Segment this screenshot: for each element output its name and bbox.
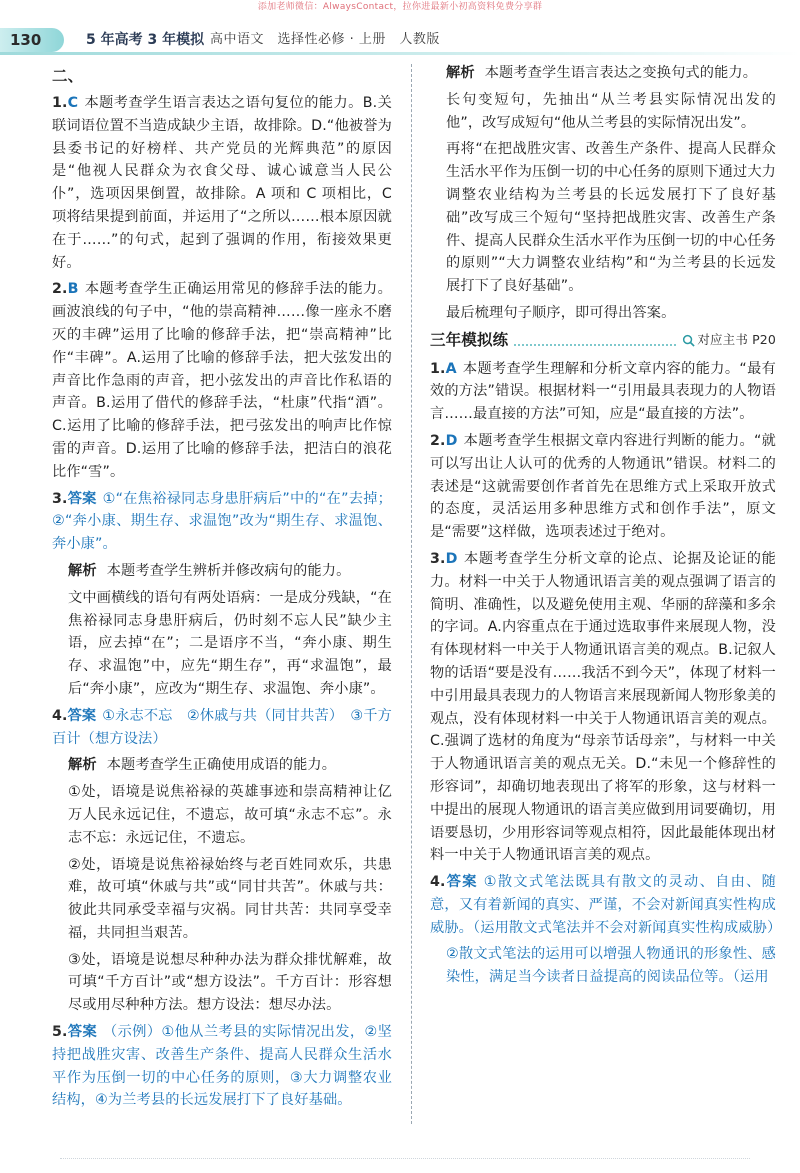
question-number: 4. — [52, 707, 68, 724]
header-rule — [0, 52, 800, 55]
analysis-label: 解析 — [446, 65, 475, 81]
book-brand: 5 年高考 3 年模拟 — [86, 32, 205, 48]
left-q4-analysis — [52, 754, 392, 777]
question-number: 2. — [52, 281, 68, 298]
answer-label: 答案 — [67, 707, 97, 724]
left-q4-paragraph-2: ②处，语境是说焦裕禄始终与老百姓同欢乐，共患难，故可填“休戚与共”或“同甘共苦”。休戚与共：彼此共同承受幸福与灾祸。同甘共苦：共同享受幸福，共同担当艰苦。 — [68, 856, 392, 941]
left-q4-paragraph-1: ①处，语境是说焦裕禄的英雄事迹和崇高精神让亿万人民永远记住，不遗忘，故可填“永志不忘”。永志不忘：永远记住，不遗忘。 — [68, 784, 392, 846]
left-column — [52, 62, 392, 1116]
left-q3-paragraph: 文中画横线的语句有两处语病：一是成分残缺，“在焦裕禄同志身患肝病后，仍时刻不忘人民”缺少主语，应去掉“在”；二是语序不当，“奔小康、期生存、求温饱”中，应先“期生存”，再“求温饱”，最后“奔小康”，应改为“期生存、求温饱、奔小康”。 — [68, 589, 392, 697]
analysis-text: 本题考查学生正确使用成语的能力。 — [106, 757, 337, 774]
book-subtitle: 高中语文 选择性必修 · 上册 人教版 — [210, 32, 440, 47]
right-q5-paragraph-1: 长句变短句，先抽出“从兰考县实际情况出发的他”，改写成短句“他从兰考县的实际情况出发”。 — [446, 91, 776, 131]
answer-label: 答案 — [67, 490, 97, 507]
question-number: 4. — [430, 874, 446, 891]
right-question-1 — [430, 358, 776, 426]
answer-text: （示例）①他从兰考县的实际情况出发，②坚持把战胜灾害、改善生产条件、提高人民群众生活水平作为压倒一切的中心任务的原则，③大力调整农业结构，④为兰考县的长远发展打下了良好基础。 — [52, 1024, 392, 1109]
left-question-4 — [52, 705, 392, 751]
explanation-text: 本题考查学生语言表达之语句复位的能力。B.关联词语位置不当造成缺少主语，故排除。D.“他被誉为县委书记的好榜样、共产党员的光辉典范”的原因是“他视人民群众为衣食父母、诚心诚意当人民公仆”，选项因果倒置，故排除。A 项和 C 项相比，C 项将结果提到前面，并运用了“之所以……根本原因就在于……”的句式，起到了强调的作用，衔接效果更好。 — [52, 95, 392, 271]
explanation-text: 本题考查学生分析文章的论点、论据及论证的能力。材料一中关于人物通讯语言美的观点强调了语言的简明、准确性，以及避免使用主观、华丽的辞藻和多余的字词。A.内容重点在于通过选取事件来展现人物，没有体现材料一中关于人物通讯语言美的观点。B.记叙人物的话语“要是没有……我活不到今天”，体现了材料一中引用最具表现力的人物语言来展现新闻人物形象美的观点，没有体现材料一中关于人物通讯语言美的观点。C.强调了选材的角度为“母亲节话母亲”，与材料一中关于人物通讯语言美的观点无关。D.“未见一个修辞性的形容词”，却确切地表现出了将军的形象，这与材料一中提出的展现人物通讯的语言美应做到用词要确切，用语要恳切，少用形容词等观点相符，因此最能体现出材料一中关于人物通讯语言美的观点。 — [430, 550, 776, 864]
right-q5-analysis — [430, 62, 776, 85]
analysis-text: 本题考查学生辨析并修改病句的能力。 — [106, 562, 351, 579]
answer-label: 答案 — [445, 874, 478, 891]
right-q5-paragraph-2: 再将“在把战胜灾害、改善生产条件、提高人民群众生活水平作为压倒一切的中心任务的原则下通过大力调整农业结构为兰考县的长远发展打下了良好基础”改写成三个短句“坚持把战胜灾害、改善生产条件、提高人民群众生活水平作为压倒一切的中心任务的原则”“大力调整农业结构”和“为兰考县的长远发展打下了良好基础”。 — [446, 141, 776, 295]
left-question-2 — [52, 278, 392, 483]
answer-letter: D — [445, 550, 458, 567]
answer-letter: A — [445, 360, 457, 377]
right-q5-paragraph-3: 最后梳理句子顺序，即可得出答案。 — [446, 304, 676, 321]
left-q4-paragraph-3: ③处，语境是说想尽种种办法为群众排忧解难，故可填“千方百计”或“想方设法”。千方百计：形容想尽或用尽种种方法。想方设法：想尽办法。 — [68, 951, 392, 1014]
left-question-5 — [52, 1021, 392, 1112]
question-number: 3. — [52, 490, 68, 507]
section-dotted-line — [514, 334, 676, 346]
answer-letter: C — [67, 95, 79, 111]
right-question-2 — [430, 430, 776, 544]
right-question-3 — [430, 548, 776, 867]
analysis-text: 本题考查学生语言表达之变换句式的能力。 — [484, 65, 758, 81]
footer-dotted-line — [60, 1158, 750, 1159]
analysis-label: 解析 — [68, 562, 97, 579]
answer-letter: B — [67, 281, 79, 298]
column-divider — [411, 64, 412, 1124]
section-reference — [682, 329, 776, 352]
question-number: 2. — [430, 432, 446, 449]
section-three-year-heading — [430, 329, 776, 352]
question-number: 1. — [430, 360, 446, 377]
page-number: 130 — [10, 31, 42, 49]
left-q3-analysis — [52, 560, 392, 583]
watermark-text: 添加老师微信：AlwaysContact，拉你进最新小初高资料免费分享群 — [257, 2, 543, 12]
answer-text: ①永志不忘 ②休戚与共（同甘共苦） ③千方百计（想方设法） — [52, 707, 392, 747]
question-number: 1. — [52, 95, 68, 111]
left-question-3 — [52, 488, 392, 556]
analysis-label: 解析 — [68, 757, 97, 774]
question-number: 3. — [430, 550, 446, 567]
section-two-heading: 二、 — [52, 67, 84, 85]
answer-letter: D — [445, 432, 458, 449]
explanation-text: 本题考查学生正确运用常见的修辞手法的能力。画波浪线的句子中，“他的崇高精神……像一座永不磨灭的丰碑”运用了比喻的修辞手法，把“崇高精神”比作“丰碑”。A.运用了比喻的修辞手法，把大弦发出的声音比作急雨的声音，把小弦发出的声音比作私语的声音。B.运用了借代的修辞手法，“杜康”代指“酒”。C.运用了比喻的修辞手法，把弓弦发出的响声比作惊雷的声音。D.运用了比喻的修辞手法，把洁白的浪花比作“雪”。 — [52, 281, 392, 480]
right-q4-answer-2: ②散文式笔法的运用可以增强人物通讯的形象性、感染性，满足当今读者日益提高的阅读品位等。（运用 — [446, 946, 776, 986]
reference-text: 对应主书 P20 — [697, 331, 776, 347]
right-column — [430, 62, 782, 993]
explanation-text: 本题考查学生理解和分析文章内容的能力。“最有效的方法”错误。根据材料一“引用最具表现力的人物语言……最直接的方法”可知，应是“最直接的方法”。 — [430, 360, 776, 423]
answer-text: ①“在焦裕禄同志身患肝病后”中的“在”去掉；②“奔小康、期生存、求温饱”改为“期生存、求温饱、奔小康”。 — [52, 490, 392, 553]
left-question-1 — [52, 92, 392, 274]
answer-label: 答案 — [67, 1024, 98, 1041]
right-question-4 — [430, 871, 782, 939]
question-number: 5. — [52, 1024, 68, 1041]
explanation-text: 本题考查学生根据文章内容进行判断的能力。“就可以写出让人认可的优秀的人物通讯”错误。材料二的表述是“这就需要创作者首先在思维方式上采取开放式的态度，灵活运用多种思维方式和创作手法”，原文是“需要”这样做，选项表述过于绝对。 — [430, 432, 776, 541]
search-icon — [682, 334, 695, 347]
section-title: 三年模拟练 — [430, 330, 509, 349]
page-header — [0, 20, 800, 50]
answer-text-1: ①散文式笔法既具有散文的灵动、自由、随意，又有着新闻的真实、严谨，不会对新闻真实性构成威胁。（运用散文式笔法并不会对新闻真实性构成威胁） — [430, 874, 782, 936]
